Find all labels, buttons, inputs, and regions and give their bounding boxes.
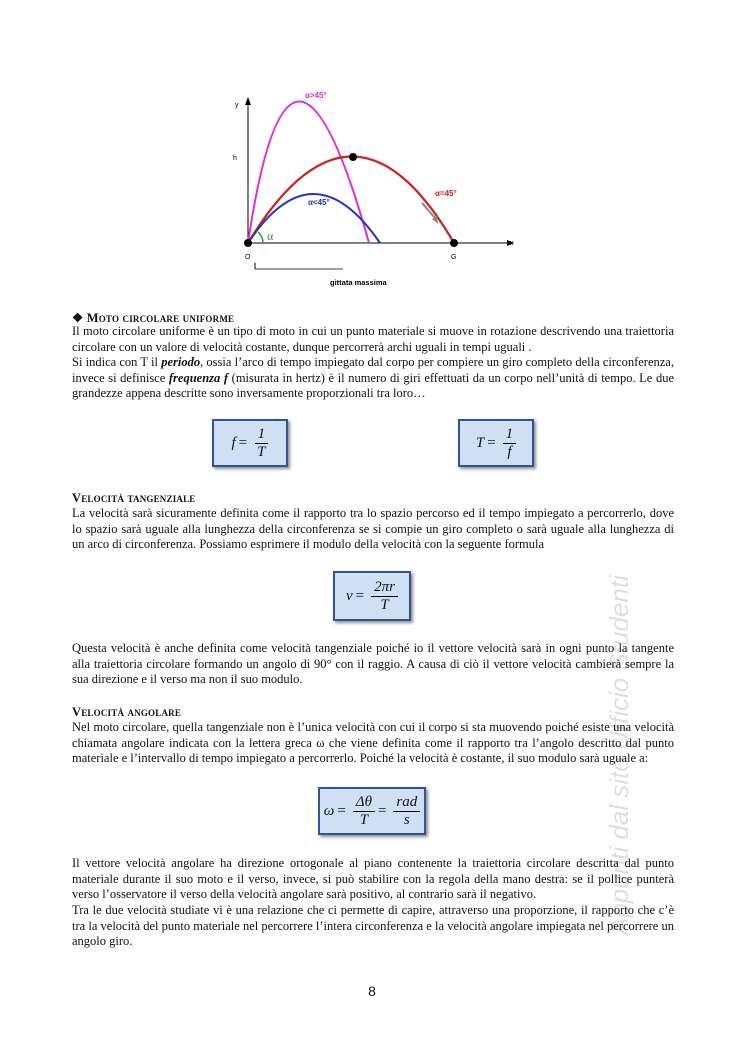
y-axis-arrow: [245, 97, 251, 105]
section-title-moto-circolare: ❖ Moto circolare uniforme: [72, 311, 235, 325]
trajectory-alpha-45: [248, 157, 454, 244]
label-alpha-eq-45: α=45°: [435, 189, 457, 198]
formula-period: T = $\frac{1}{f}$: [458, 419, 534, 467]
formula-angular-velocity: ω = $\frac{\Delta\theta}{T}$ = $\frac{\text{rad}}{s}$: [318, 787, 426, 835]
section1-paragraph-1: Il moto circolare uniforme è un tipo di moto in cui un punto materiale si muove in rotazione descrivendo una traiettoria circolare con un valore di velocità costante, dunque percorrerà archi uguali in tempi uguali .: [72, 324, 674, 354]
section1-paragraph-2: Si indica con T il periodo, ossia l’arco di tempo impiegato dal corpo per compiere un giro completo della circonferenza, invece si definisce frequenza f (misurata in hertz) è il numero di giri effettuati da un corpo nell’unità di tempo. Le due grandezze appena descritte sono inversamente proporzionali tra loro…: [72, 355, 675, 401]
diamond-bullet-icon: ❖: [72, 311, 84, 325]
section2-paragraph-2: Questa velocità è anche definita come velocità tangenziale poiché io il vettore velocità sarà in ogni punto la tangente alla traiettoria circolare formando un angolo di 90° con il raggio. A causa di ciò il vettore velocità cambierà sempre la sua direzione e il verso ma non il suo modulo.: [72, 641, 674, 687]
section3-paragraph-3: Tra le due velocità studiate vi è una relazione che ci permette di capire, attraverso una proporzione, il rapporto che c’è tra la velocità del punto materiale nel percorrere l’intera circonferenza e la velocità angolare impiegata nel percorrere un angolo giro.: [72, 903, 674, 949]
section-title-velocita-tangenziale: Velocità tangenziale: [72, 491, 196, 505]
label-h: h: [233, 155, 237, 162]
label-x: x: [510, 240, 514, 247]
formula-tangential-velocity: v = $\frac{2\pi r}{T}$: [333, 571, 411, 621]
watermark-text: Appunti dal sito Ufficio Studenti: [604, 575, 634, 935]
section-title-velocita-angolare: Velocità angolare: [72, 705, 182, 719]
formula-frequency: f = $\frac{1}{T}$: [212, 419, 288, 467]
alpha-angle-arc: [258, 232, 263, 243]
origin-point: [244, 239, 252, 247]
label-o: O: [245, 254, 251, 261]
label-y: y: [235, 102, 239, 109]
section2-paragraph-1: La velocità sarà sicuramente definita come il rapporto tra lo spazio percorso ed il tempo impiegato a percorrerlo, dove lo spazio sarà uguale alla lunghezza della circonferenza se si compie un giro completo o sarà uguale alla lunghezza di un arco di circonferenza. Possiamo esprimere il modulo della velocità con la seguente formula: [72, 506, 674, 552]
watermark: [600, 540, 640, 940]
projectile-trajectory-figure: [225, 85, 525, 295]
label-alpha-lt-45: α<45°: [308, 198, 330, 207]
label-alpha: α: [267, 229, 274, 243]
label-range: gittata massima: [330, 278, 387, 287]
section3-paragraph-1: Nel moto circolare, quella tangenziale non è l’unica velocità con cui il corpo si sta muovendo poiché esiste una velocità chiamata angolare indicata con la lettera greca ω che viene definita come il rapporto tra l’angolo descritto dal punto materiale e l’intervallo di tempo impiegato a percorrerlo. Poiché la velocità è costante, il suo modulo sarà uguale a:: [72, 720, 674, 766]
section3-paragraph-2: Il vettore velocità angolare ha direzione ortogonale al piano contenente la traiettoria circolare descritta dal punto materiale durante il suo moto e il verso, invece, si può stabilire con la regola della mano destra: se il pollice punterà verso l’osservatore il verso della velocità angolare sarà positivo, al contrario sarà il negativo.: [72, 856, 674, 902]
max-height-point: [349, 153, 357, 161]
page-number: 8: [368, 983, 376, 999]
label-alpha-gt-45: α>45°: [305, 91, 327, 100]
label-g: G: [451, 254, 457, 261]
range-point: [450, 239, 458, 247]
